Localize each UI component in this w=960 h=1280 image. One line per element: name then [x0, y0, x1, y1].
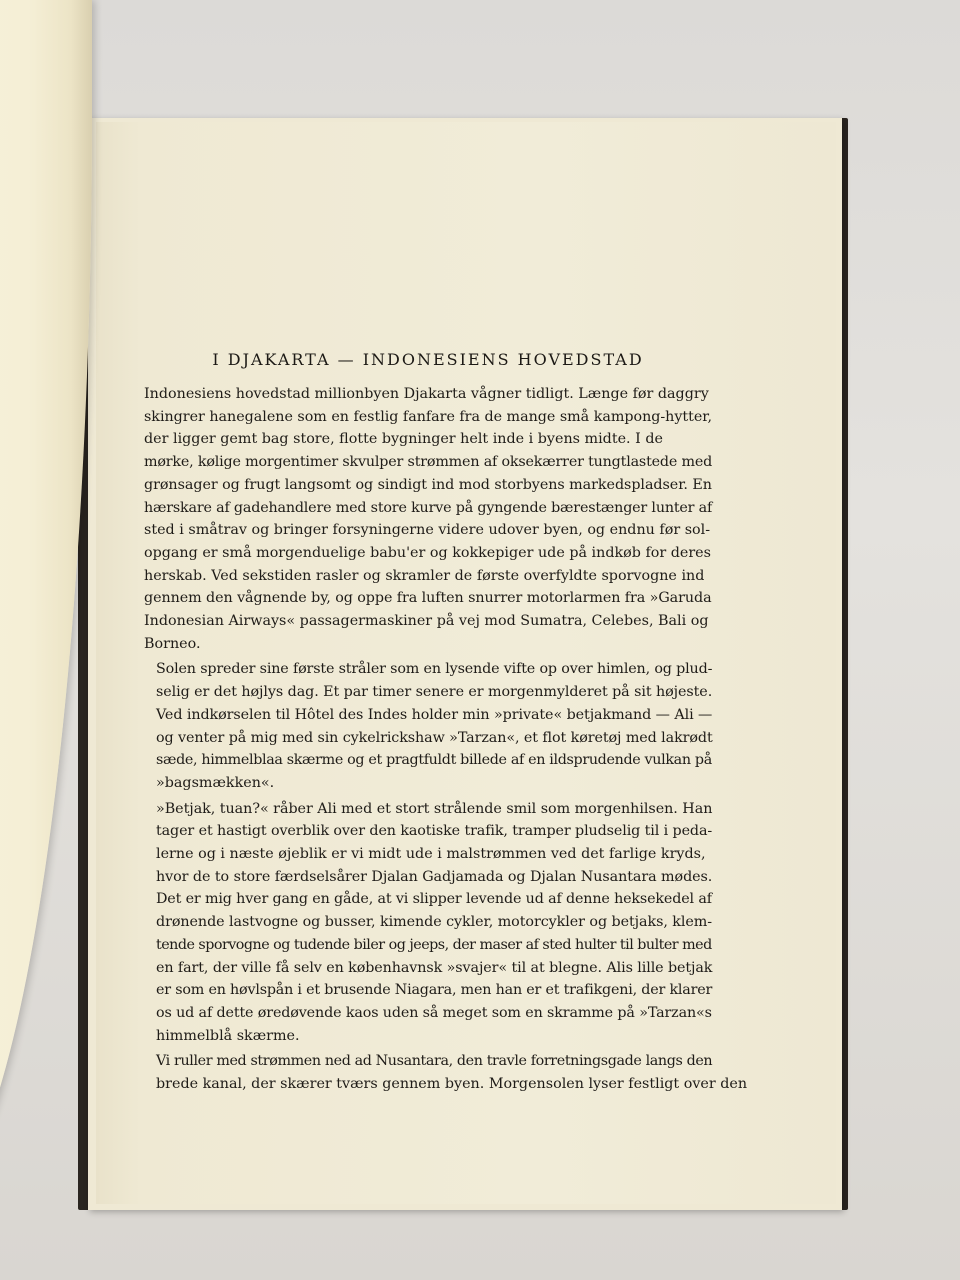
- text-line: himmelblå skærme.: [156, 1027, 300, 1044]
- text-line: »bagsmækken«.: [156, 774, 275, 791]
- text-line: opgang er små morgenduelige babu'er og kokkepiger ude på indkøb for deres: [144, 544, 711, 561]
- text-line: os ud af dette øredøvende kaos uden så meget som en skramme på »Tarzan«s: [156, 1004, 712, 1021]
- text-line: sæde, himmelblaa skærme og et pragtfuldt billede af en ildsprudende vulkan på: [156, 752, 712, 769]
- text-line: grønsager og frugt langsomt og sindigt ind mod storbyens markedspladser. En: [144, 476, 712, 493]
- text-line: skingrer hanegalene som en festlig fanfare fra de mange små kampong-hytter,: [144, 408, 713, 425]
- body-text: [144, 383, 748, 1096]
- text-line: tager et hastigt overblik over den kaotiske trafik, tramper pludselig til i peda-: [156, 823, 713, 840]
- text-line: lerne og i næste øjeblik er vi midt ude i malstrømmen ved det farlige kryds,: [156, 846, 706, 863]
- chapter-title: I DJAKARTA — INDONESIENS HOVEDSTAD: [212, 350, 644, 369]
- text-line: Indonesiens hovedstad millionbyen Djakarta vågner tidligt. Længe før daggry: [144, 386, 709, 402]
- text-line: Solen spreder sine første stråler som en lysende vifte op over himlen, og plud-: [156, 661, 713, 678]
- text-line: selig er det højlys dag. Et par timer senere er morgenmylderet på sit højeste.: [156, 684, 713, 701]
- text-line: tende sporvogne og tudende biler og jeeps, der maser af sted hulter til bulter med: [156, 936, 712, 953]
- text-line: Borneo.: [144, 635, 201, 652]
- text-line: mørke, kølige morgentimer skvulper strømmen af oksekærrer tungtlastede med: [144, 454, 713, 471]
- paragraph: [144, 1050, 748, 1095]
- text-line: der ligger gemt bag store, flotte bygninger helt inde i byens midte. I de: [144, 431, 663, 448]
- text-line: hærskare af gadehandlere med store kurve på gyngende bærestænger lunter af: [144, 499, 713, 516]
- text-line: sted i småtrav og bringer forsyningerne videre udover byen, og endnu før sol-: [144, 522, 711, 539]
- text-line: brede kanal, der skærer tværs gennem byen. Morgensolen lyser festligt over den: [156, 1076, 748, 1093]
- paragraph: [144, 658, 712, 794]
- text-line: herskab. Ved sekstiden rasler og skramler de første overfyldte sporvogne ind: [144, 567, 705, 584]
- paragraph: [144, 798, 712, 1048]
- text-line: Det er mig hver gang en gåde, at vi slipper levende ud af denne heksekedel af: [156, 891, 712, 908]
- text-line: Vi ruller med strømmen ned ad Nusantara, den travle forretningsgade langs den: [156, 1053, 713, 1070]
- text-line: Indonesian Airways« passagermaskiner på vej mod Sumatra, Celebes, Bali og: [144, 613, 709, 630]
- text-line: og venter på mig med sin cykelrickshaw »Tarzan«, et flot køretøj med lakrødt: [156, 729, 713, 746]
- text-line: er som en høvlspån i et brusende Niagara, men han er et trafikgeni, der klarer: [156, 982, 713, 999]
- text-line: »Betjak, tuan?« råber Ali med et stort strålende smil som morgenhilsen. Han: [156, 800, 713, 817]
- text-line: hvor de to store færdselsårer Djalan Gadjamada og Djalan Nusantara mødes.: [156, 868, 713, 885]
- text-line: drønende lastvogne og busser, kimende cykler, motorcykler og betjaks, klem-: [156, 914, 713, 931]
- text-line: en fart, der ville få selv en københavnsk »svajer« til at blegne. Alis lille betjak: [156, 959, 713, 976]
- text-line: Ved indkørselen til Hôtel des Indes holder min »private« betjakmand — Ali —: [156, 706, 713, 723]
- text-line: gennem den vågnende by, og oppe fra luften snurrer motorlarmen fra »Garuda: [144, 590, 712, 607]
- page-content: [144, 350, 748, 1099]
- paragraph: [144, 383, 712, 655]
